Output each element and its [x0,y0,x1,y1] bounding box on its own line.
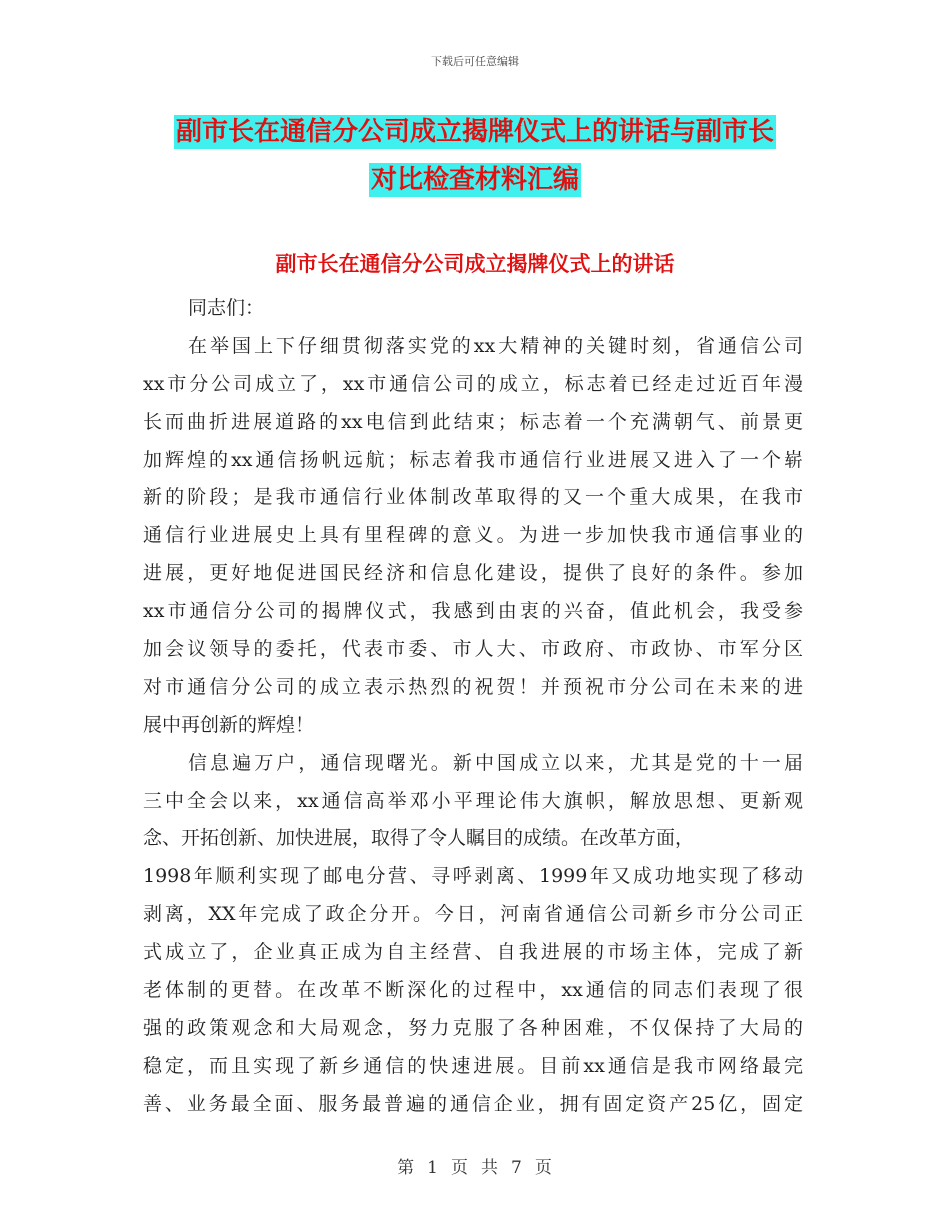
text-line: 新的阶段；是我市通信行业体制改革取得的又一个重大成果，在我市 [143,486,803,509]
text-line: 进展，更好地促进国民经济和信息化建设，提供了良好的条件。参加 [143,562,803,585]
text-line: 加辉煌的xx通信扬帆远航；标志着我市通信行业进展又进入了一个崭 [143,448,803,471]
page-footer [0,1153,950,1178]
text-line: xx市通信分公司的揭牌仪式，我感到由衷的兴奋，值此机会，我受参 [143,600,803,623]
text-line: 信息遍万户，通信现曙光。新中国成立以来，尤其是党的十一届 [188,751,803,774]
header-note: 下载后可任意编辑 [431,55,519,68]
text-line: 1998年顺利实现了邮电分营、寻呼剥离、1999年又成功地实现了移动 [143,865,803,888]
text-line: 三中全会以来，xx通信高举邓小平理论伟大旗帜，解放思想、更新观 [143,789,803,812]
section-title: 副市长在通信分公司成立揭牌仪式上的讲话 [275,251,675,276]
body-text [143,290,803,1124]
footer-suffix: 页 [534,1158,553,1178]
text-line: 长而曲折进展道路的xx电信到此结束；标志着一个充满朝气、前景更 [143,410,803,433]
document-title [0,108,950,204]
text-line: 加会议领导的委托，代表市委、市人大、市政府、市政协、市军分区 [143,638,803,661]
text-line: 稳定，而且实现了新乡通信的快速进展。目前xx通信是我市网络最完 [143,1054,803,1077]
footer-prefix: 第 [397,1158,416,1178]
footer-total-prefix: 共 [481,1158,499,1178]
footer-mid: 页 [451,1158,469,1178]
text-line: 剥离，XX年完成了政企分开。今日，河南省通信公司新乡市分公司正 [143,903,803,926]
document-title-line-2: 对比检查材料汇编 [370,165,579,195]
salutation-line: 同志们： [188,297,265,319]
text-line: 对市通信分公司的成立表示热烈的祝贺！并预祝市分公司在未来的进 [143,675,803,698]
text-line: 强的政策观念和大局观念，努力克服了各种困难，不仅保持了大局的 [143,1016,803,1039]
text-line: 老体制的更替。在改革不断深化的过程中，xx通信的同志们表现了很 [143,979,803,1002]
text-line: 在举国上下仔细贯彻落实党的xx大精神的关键时刻，省通信公司 [188,334,803,357]
document-title-line-1: 副市长在通信分公司成立揭牌仪式上的讲话与副市长 [175,117,774,147]
page-number: 1 [427,1158,439,1178]
total-pages: 7 [511,1158,523,1178]
text-line: 善、业务最全面、服务最普遍的通信企业，拥有固定资产25亿，固定 [143,1092,803,1115]
text-line: 通信行业进展史上具有里程碑的意义。为进一步加快我市通信事业的 [143,524,803,547]
text-line: 展中再创新的辉煌！ [143,713,315,736]
text-line: xx市分公司成立了，xx市通信公司的成立，标志着已经走过近百年漫 [143,372,803,395]
text-line: 式成立了，企业真正成为自主经营、自我进展的市场主体，完成了新 [143,941,803,964]
text-line: 念、开拓创新、加快进展，取得了令人瞩目的成绩。在改革方面， [143,827,695,850]
